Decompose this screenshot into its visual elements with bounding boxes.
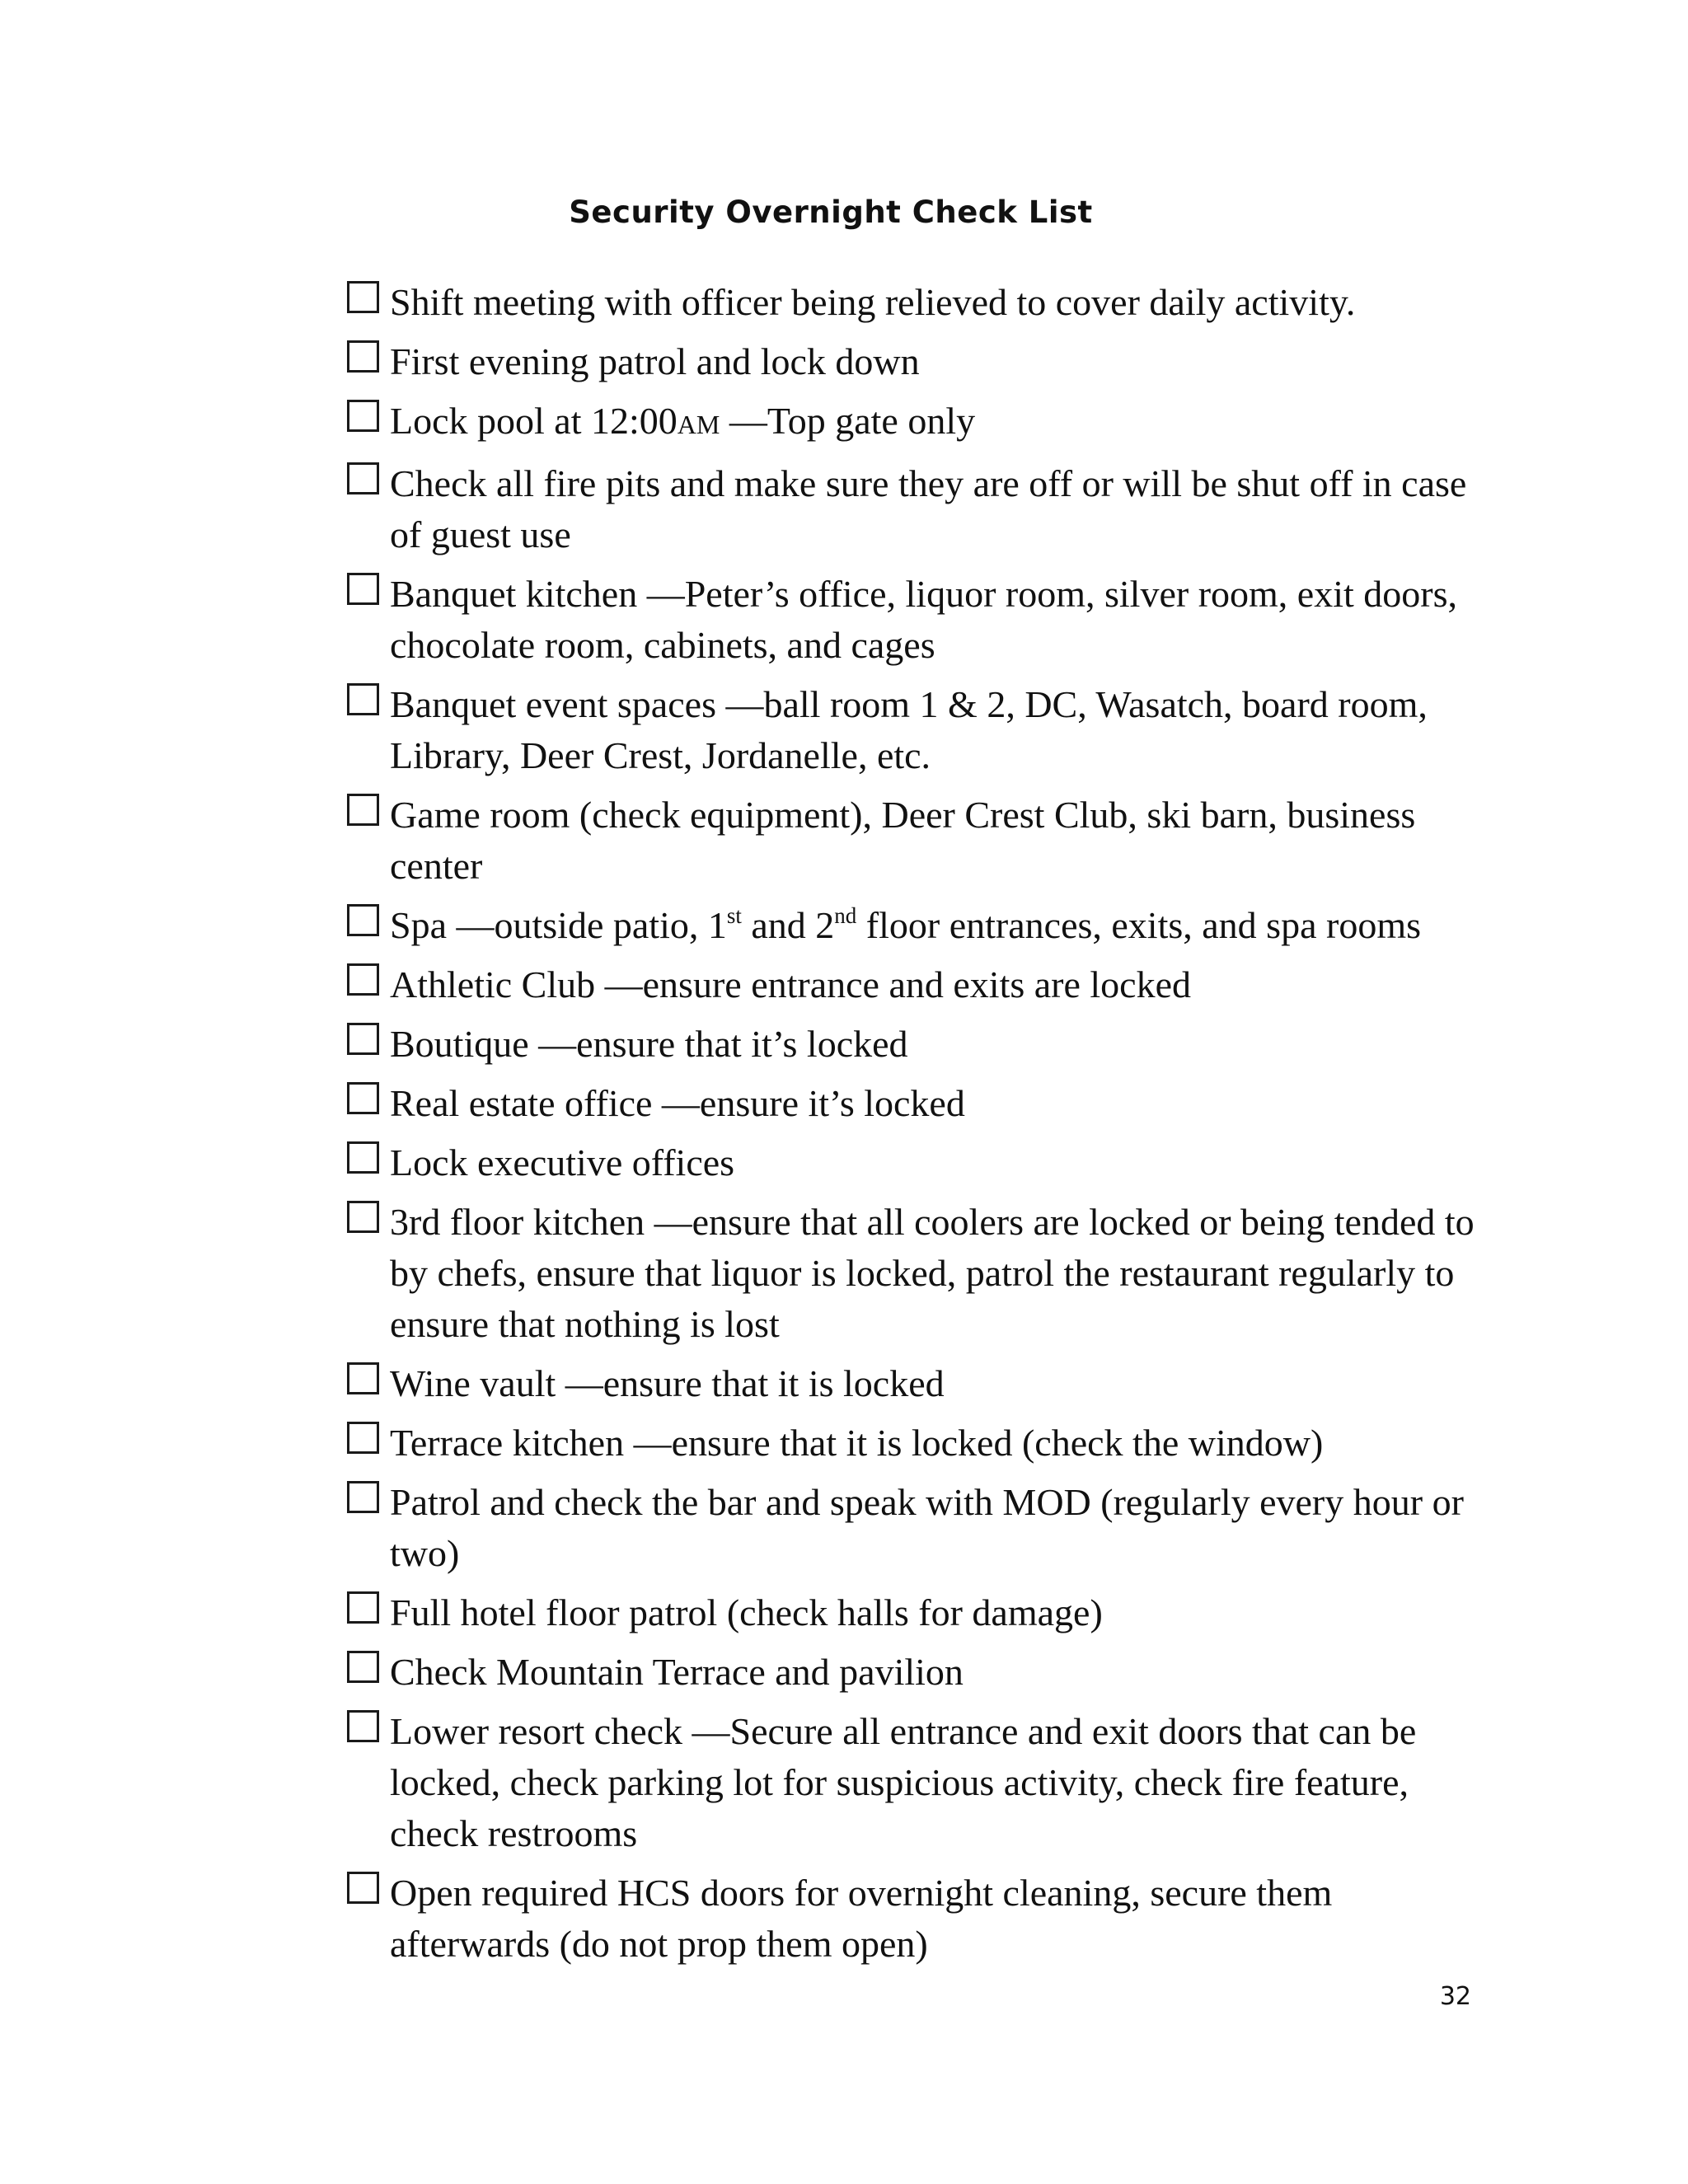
checkbox-icon[interactable] [347, 963, 379, 996]
text-part: Lock pool at 12:00 [390, 400, 678, 442]
checkbox-icon[interactable] [347, 1362, 379, 1394]
checkbox-icon[interactable] [347, 1481, 379, 1513]
checklist-item-text: Shift meeting with officer being relieved to cover daily activity. [390, 281, 1356, 323]
checklist-item-text: Boutique —ensure that it’s locked [390, 1023, 908, 1065]
checkbox-icon[interactable] [347, 794, 379, 826]
checkbox-icon[interactable] [347, 1872, 379, 1904]
checkbox-icon[interactable] [347, 340, 379, 373]
checklist [347, 277, 1484, 1978]
checkbox-icon[interactable] [347, 1082, 379, 1114]
checkbox-icon[interactable] [347, 281, 379, 313]
checklist-item-text: First evening patrol and lock down [390, 340, 920, 382]
checklist-item-banquet-kitchen [347, 569, 1484, 671]
checklist-item-text: Wine vault —ensure that it is locked [390, 1362, 945, 1404]
checklist-item-hcs-doors [347, 1868, 1484, 1970]
text-part: floor entrances, exits, and spa rooms [856, 904, 1421, 946]
checklist-item-text: Check Mountain Terrace and pavilion [390, 1651, 964, 1693]
checklist-item-lower-resort-check [347, 1706, 1484, 1859]
checkbox-icon[interactable] [347, 904, 379, 936]
text-part: and 2 [741, 904, 835, 946]
checklist-item-text: Real estate office —ensure it’s locked [390, 1082, 965, 1124]
checklist-item-terrace-kitchen [347, 1418, 1484, 1469]
checkbox-icon[interactable] [347, 400, 379, 432]
checkbox-icon[interactable] [347, 1422, 379, 1454]
checklist-item-text [390, 396, 1484, 450]
checklist-item-boutique [347, 1019, 1484, 1070]
checklist-item-text: Banquet kitchen —Peter’s office, liquor room, silver room, exit doors, chocolate room, cabinets, and cages [390, 573, 1457, 666]
checkbox-icon[interactable] [347, 1710, 379, 1742]
checklist-item-text: Banquet event spaces —ball room 1 & 2, DC, Wasatch, board room, Library, Deer Crest, Jordanelle, etc. [390, 683, 1428, 776]
checklist-item-banquet-event-spaces [347, 679, 1484, 781]
time-suffix: AM [677, 410, 720, 439]
checklist-item-3rd-floor-kitchen [347, 1197, 1484, 1350]
checkbox-icon[interactable] [347, 573, 379, 605]
checklist-item-mountain-terrace [347, 1647, 1484, 1698]
ordinal-suffix: nd [834, 903, 857, 928]
checklist-item-real-estate-office [347, 1078, 1484, 1129]
checkbox-icon[interactable] [347, 1591, 379, 1624]
checklist-item-lock-pool [347, 396, 1484, 450]
checklist-item-text: Game room (check equipment), Deer Crest Club, ski barn, business center [390, 794, 1416, 887]
checklist-item-text: Check all fire pits and make sure they are off or will be shut off in case of guest use [390, 462, 1467, 555]
page-number: 32 [1439, 1982, 1471, 2011]
checkbox-icon[interactable] [347, 1651, 379, 1683]
checkbox-icon[interactable] [347, 1023, 379, 1055]
checklist-item-game-room [347, 790, 1484, 892]
checkbox-icon[interactable] [347, 462, 379, 494]
text-part: —Top gate only [720, 400, 976, 442]
ordinal-suffix: st [726, 903, 742, 928]
checklist-item-text: Lower resort check —Secure all entrance and exit doors that can be locked, check parking lot for suspicious activity, check fire feature, check restrooms [390, 1710, 1417, 1854]
checklist-item-text: Full hotel floor patrol (check halls for damage) [390, 1591, 1103, 1633]
checklist-item-wine-vault [347, 1358, 1484, 1409]
checklist-item-text: Open required HCS doors for overnight cleaning, secure them afterwards (do not prop them open) [390, 1872, 1333, 1965]
checklist-item-text [390, 900, 1484, 951]
checkbox-icon[interactable] [347, 683, 379, 715]
checklist-item-executive-offices [347, 1137, 1484, 1188]
checklist-item-fire-pits [347, 458, 1484, 560]
checklist-item-bar-patrol [347, 1477, 1484, 1579]
checklist-item-athletic-club [347, 959, 1484, 1010]
checklist-item-first-patrol [347, 336, 1484, 387]
checklist-item-text: 3rd floor kitchen —ensure that all coolers are locked or being tended to by chefs, ensure that liquor is locked, patrol the restaurant regularly to ensure that nothing is lost [390, 1201, 1475, 1345]
checklist-item-text: Patrol and check the bar and speak with MOD (regularly every hour or two) [390, 1481, 1464, 1574]
checklist-item-text: Athletic Club —ensure entrance and exits are locked [390, 963, 1192, 1005]
checkbox-icon[interactable] [347, 1141, 379, 1174]
checklist-item-text: Lock executive offices [390, 1141, 735, 1183]
page-title: Security Overnight Check List [569, 194, 1093, 230]
checklist-item-text: Terrace kitchen —ensure that it is locked (check the window) [390, 1422, 1324, 1464]
text-part: Spa —outside patio, 1 [390, 904, 727, 946]
checklist-item-shift-meeting [347, 277, 1484, 328]
checklist-item-floor-patrol [347, 1587, 1484, 1638]
checklist-item-spa [347, 900, 1484, 951]
checkbox-icon[interactable] [347, 1201, 379, 1233]
